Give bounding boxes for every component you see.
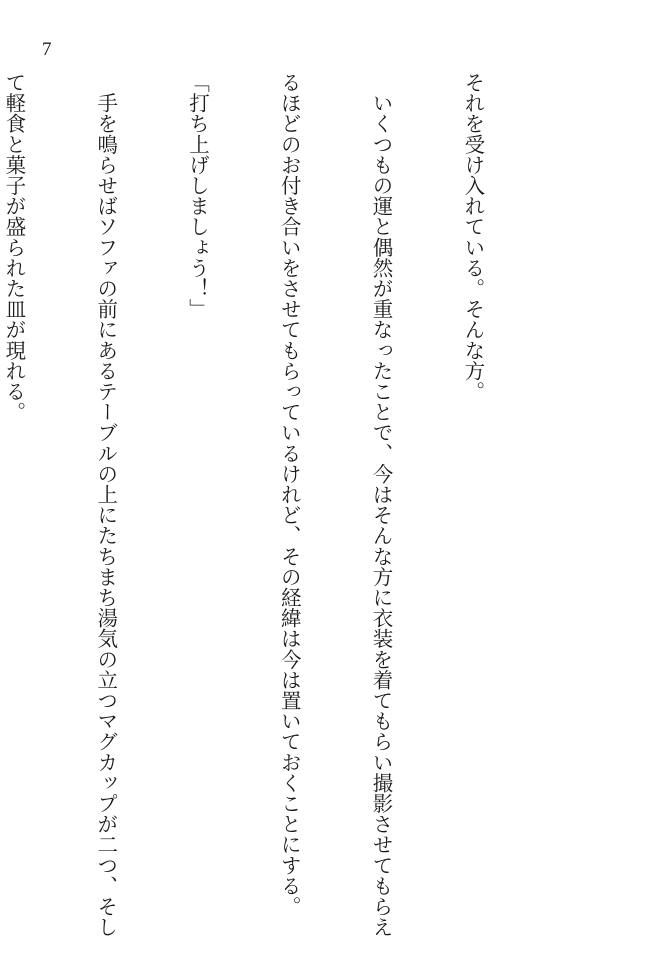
text-line: るほどのお付き合いをさせてもらっているけれど、その経緯は今は置いておくことにする。 [277,72,302,917]
body-text [0,72,549,938]
text-line: それを受け入れている。そんな方。 [460,72,485,402]
text-line: 手を鳴らせばソファの前にあるテーブルの上にたちまち湯気の立つマグカップが二つ、そし [93,72,118,938]
text-line: て軽食と菓子が盛られた皿が現れる。 [1,72,26,423]
text-line: いくつもの運と偶然が重なったことで、今はそんな方に衣装を着てもらい撮影させてもらえ [369,72,394,938]
page-number: 7 [42,39,52,60]
text-line: 「打ち上げしましょう！」 [185,72,210,320]
